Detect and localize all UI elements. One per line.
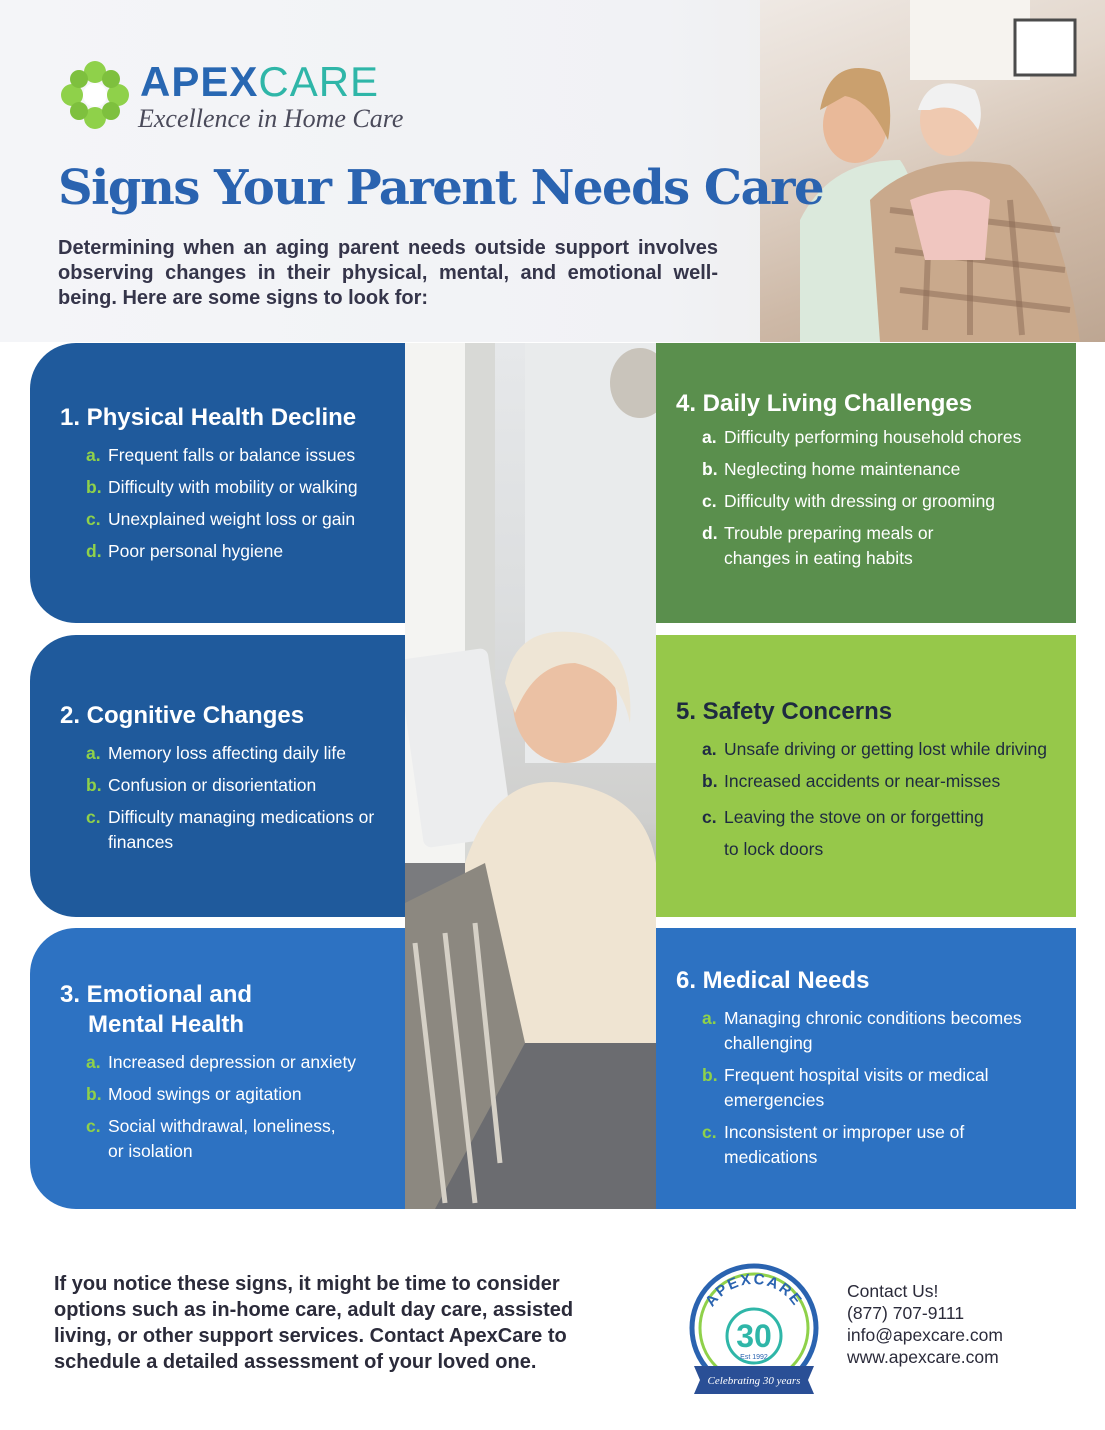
list-item <box>702 489 1060 514</box>
card-title: 1. Physical Health Decline <box>60 404 357 431</box>
badge-number: 30 <box>736 1318 772 1354</box>
list-marker: c. <box>86 509 101 529</box>
list-item-text: Difficulty with dressing or grooming <box>724 491 996 511</box>
anniversary-badge-icon <box>680 1258 828 1406</box>
list-item <box>86 507 385 532</box>
list-item <box>86 539 385 564</box>
sign-list <box>86 741 385 855</box>
list-item <box>702 425 1060 450</box>
list-item <box>86 773 385 798</box>
contact-email[interactable]: info@apexcare.com <box>847 1325 1003 1345</box>
card-title: 4. Daily Living Challenges <box>676 390 973 417</box>
list-item-text: Poor personal hygiene <box>108 541 284 561</box>
list-item <box>86 1050 385 1075</box>
list-item-text: Increased accidents or near-misses <box>724 771 1001 791</box>
list-item-text: Managing chronic conditions becomes challenging <box>724 1008 1022 1053</box>
list-item <box>702 801 1002 865</box>
list-marker: a. <box>702 1008 717 1028</box>
clover-logo-icon <box>58 58 132 132</box>
card-physical-health-decline <box>30 343 405 623</box>
card-daily-living-challenges <box>656 343 1076 623</box>
intro-paragraph: Determining when an aging parent needs outside support involves observing changes in their physical, mental, and emotional well-being. Here are some signs to look for: <box>58 237 718 309</box>
list-item <box>86 741 385 766</box>
card-title: 2. Cognitive Changes <box>60 702 305 729</box>
badge-est: Est 1992 <box>740 1354 768 1361</box>
card-title: 6. Medical Needs <box>676 967 870 994</box>
contact-block <box>847 1280 1003 1368</box>
header <box>0 0 1105 342</box>
list-item <box>86 805 376 855</box>
list-item <box>86 1082 385 1107</box>
contact-phone[interactable]: (877) 707-9111 <box>847 1303 965 1323</box>
sign-list <box>702 1006 1060 1170</box>
list-item <box>702 769 1066 794</box>
list-marker: d. <box>702 523 718 543</box>
card-title <box>60 980 385 1040</box>
card-safety-concerns <box>656 635 1076 917</box>
list-item <box>702 521 972 571</box>
brand-name <box>140 58 379 106</box>
sign-list <box>702 425 1060 571</box>
list-item-text: Difficulty with mobility or walking <box>108 477 358 497</box>
list-marker: b. <box>86 775 102 795</box>
card-title: 5. Safety Concerns <box>676 698 893 725</box>
list-item-text: Confusion or disorientation <box>108 775 317 795</box>
list-item <box>86 1114 356 1164</box>
list-marker: c. <box>702 1122 717 1142</box>
brand-tagline: Excellence in Home Care <box>138 104 404 133</box>
list-item-text: Mood swings or agitation <box>108 1084 302 1104</box>
list-marker: d. <box>86 541 102 561</box>
list-marker: c. <box>702 807 717 827</box>
sign-list <box>86 1050 385 1164</box>
list-marker: a. <box>86 445 101 465</box>
list-marker: c. <box>86 807 101 827</box>
list-marker: a. <box>702 739 717 759</box>
list-marker: c. <box>702 491 717 511</box>
list-item <box>86 443 385 468</box>
list-item <box>702 1063 1012 1113</box>
list-item-text: Difficulty managing medications or finances <box>108 807 375 852</box>
list-marker: b. <box>86 477 102 497</box>
list-item <box>702 1006 1042 1056</box>
list-item-text: Unsafe driving or getting lost while driving <box>724 739 1047 759</box>
card-medical-needs <box>656 928 1076 1209</box>
sign-list <box>702 737 1066 865</box>
brand-name-part1: APEX <box>140 58 259 105</box>
list-item-text: Unexplained weight loss or gain <box>108 509 356 529</box>
brand-name-part2: CARE <box>258 58 380 105</box>
list-item <box>702 1120 992 1170</box>
list-marker: b. <box>702 1065 718 1085</box>
list-item-text: Neglecting home maintenance <box>724 459 961 479</box>
list-item-text: Social withdrawal, loneliness, or isolation <box>108 1116 336 1161</box>
card-title-line1: 3. Emotional and <box>60 981 253 1008</box>
contact-heading: Contact Us! <box>847 1281 939 1301</box>
list-marker: a. <box>86 1052 101 1072</box>
card-emotional-mental-health <box>30 928 405 1209</box>
sign-list <box>86 443 385 564</box>
list-marker: c. <box>86 1116 101 1136</box>
list-item-text: Increased depression or anxiety <box>108 1052 357 1072</box>
list-item-text: Frequent hospital visits or medical emergencies <box>724 1065 989 1110</box>
list-item <box>86 475 385 500</box>
list-item <box>702 737 1066 762</box>
card-cognitive-changes <box>30 635 405 917</box>
list-marker: b. <box>86 1084 102 1104</box>
list-marker: a. <box>702 427 717 447</box>
badge-ribbon: Celebrating 30 years <box>707 1375 801 1387</box>
badge-brand: APEXCARE <box>702 1270 806 1310</box>
list-item-text: Leaving the stove on or forgetting to lock doors <box>724 807 984 859</box>
list-marker: a. <box>86 743 101 763</box>
list-marker: b. <box>702 459 718 479</box>
list-item-text: Difficulty performing household chores <box>724 427 1022 447</box>
list-item-text: Trouble preparing meals or changes in eating habits <box>724 523 934 568</box>
list-item <box>702 457 1060 482</box>
list-item-text: Inconsistent or improper use of medications <box>724 1122 965 1167</box>
list-item-text: Frequent falls or balance issues <box>108 445 356 465</box>
card-title-line2: Mental Health <box>88 1011 245 1038</box>
contact-website[interactable]: www.apexcare.com <box>847 1347 999 1367</box>
page-title: Signs Your Parent Needs Care <box>58 160 823 216</box>
list-marker: b. <box>702 771 718 791</box>
elderly-woman-reading-photo <box>405 343 656 1209</box>
footer-call-to-action: If you notice these signs, it might be time to consider options such as in-home care, adult day care, assisted living, or other support services. Contact ApexCare to schedule a detailed assessment of your loved one. <box>54 1273 574 1373</box>
list-item-text: Memory loss affecting daily life <box>108 743 346 763</box>
